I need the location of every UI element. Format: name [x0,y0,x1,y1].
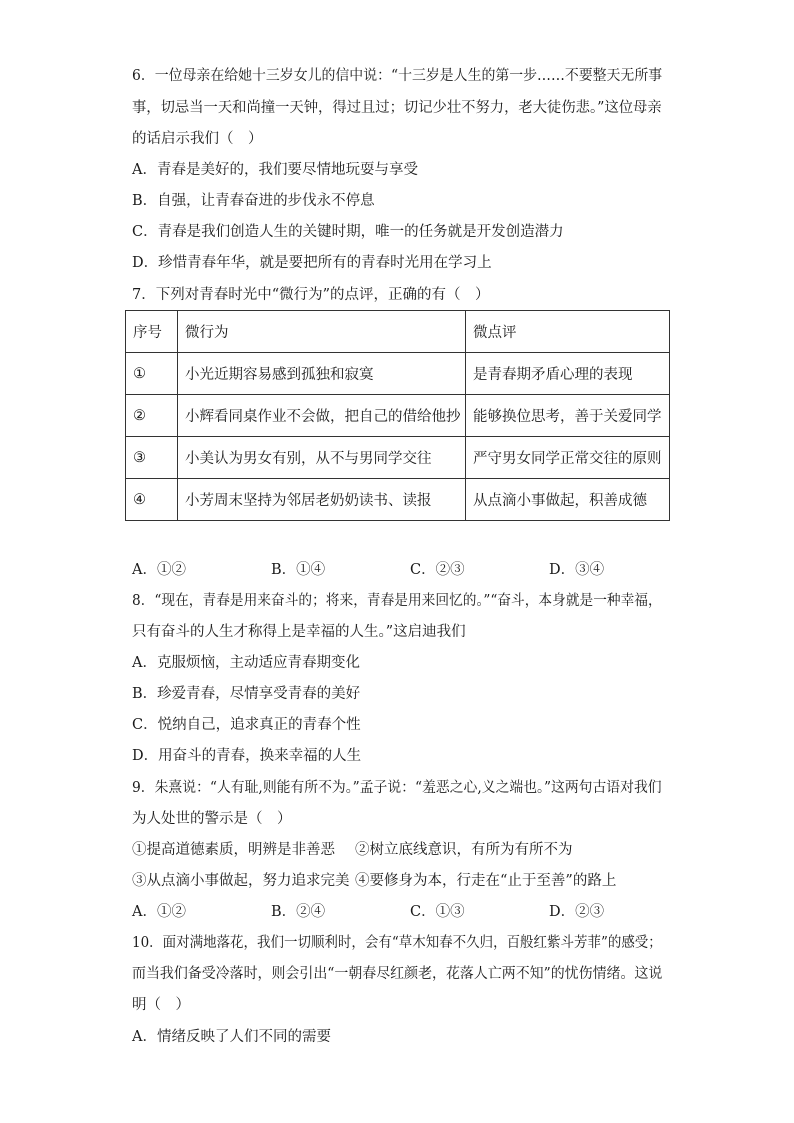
table-row [126,353,670,395]
row-comment: 从点滴小事做起，积善成德 [466,479,670,521]
row-comment: 是青春期矛盾心理的表现 [466,353,670,395]
q9-statements-row-1 [132,840,692,860]
q6-stem-line-1: 6．一位母亲在给她十三岁女儿的信中说：“十三岁是人生的第一步……不要整天无所事 [132,68,663,84]
q8-option-c: C．悦纳自己，追求真正的青春个性 [132,717,361,733]
row-index: ① [126,353,178,395]
q8-stem-line-1: 8．“现在，青春是用来奋斗的；将来，青春是用来回忆的。”“奋斗，本身就是一种幸福， [132,593,662,609]
row-comment: 能够换位思考，善于关爱同学 [466,395,670,437]
table-header-row [126,311,670,353]
q9-statement-4: ④要修身为本，行走在“止于至善”的路上 [355,873,617,889]
q7-table [125,310,670,521]
q9-statements-row-2 [132,871,692,891]
header-index: 序号 [126,311,178,353]
header-behavior: 微行为 [178,311,466,353]
q7-option-a: A．①② [132,562,186,578]
row-behavior: 小辉看同桌作业不会做，把自己的借给他抄 [178,395,466,437]
row-behavior: 小芳周末坚持为邻居老奶奶读书、读报 [178,479,466,521]
q10-stem-line-2: 而当我们备受冷落时，则会引出“一朝春尽红颜老，花落人亡两不知”的忧伤情绪。这说 [132,966,663,982]
q7-stem: 7．下列对青春时光中“微行为”的点评，正确的有（ ） [132,287,490,303]
q6-option-d: D．珍惜青春年华，就是要把所有的青春时光用在学习上 [132,255,492,271]
q9-option-c: C．①③ [410,904,465,920]
row-index: ② [126,395,178,437]
q6-stem-line-2: 事，切忌当一天和尚撞一天钟，得过且过；切记少壮不努力，老大徒伤悲。”这位母亲 [132,100,662,116]
q7-option-d: D．③④ [549,562,605,578]
table-row [126,395,670,437]
q9-option-d: D．②③ [549,904,605,920]
q9-option-a: A．①② [132,904,186,920]
q9-option-b: B．②④ [271,904,326,920]
q10-stem-line-3: 明（ ） [132,997,190,1013]
row-comment: 严守男女同学正常交往的原则 [466,437,670,479]
q6-stem-line-3: 的话启示我们（ ） [132,131,263,147]
row-behavior: 小光近期容易感到孤独和寂寞 [178,353,466,395]
q6-option-a: A．青春是美好的，我们要尽情地玩耍与享受 [132,162,418,178]
q7-option-c: C．②③ [410,562,465,578]
table-row [126,479,670,521]
header-comment: 微点评 [466,311,670,353]
q7-options [132,560,692,580]
q10-stem-line-1: 10．面对满地落花，我们一切顺利时，会有“草木知春不久归，百般红紫斗芳菲”的感受； [132,935,662,951]
q9-stem-line-1: 9．朱熹说：“人有耻,则能有所不为。”孟子说：“羞恶之心,义之端也。”这两句古语对我们 [132,780,662,796]
q9-stem-line-2: 为人处世的警示是（ ） [132,811,292,827]
q6-option-c: C．青春是我们创造人生的关键时期，唯一的任务就是开发创造潜力 [132,224,564,240]
table-row [126,437,670,479]
row-behavior: 小美认为男女有别，从不与男同学交往 [178,437,466,479]
row-index: ④ [126,479,178,521]
q9-statement-1: ①提高道德素质，明辨是非善恶 [132,842,335,858]
q9-statement-2: ②树立底线意识，有所为有所不为 [355,842,573,858]
q7-option-b: B．①④ [271,562,326,578]
q9-statement-3: ③从点滴小事做起，努力追求完美 [132,873,350,889]
q8-stem-line-2: 只有奋斗的人生才称得上是幸福的人生。”这启迪我们 [132,624,466,640]
q6-option-b: B．自强，让青春奋进的步伐永不停息 [132,193,375,209]
q10-option-a: A．情绪反映了人们不同的需要 [132,1029,331,1045]
q9-options [132,902,692,922]
q8-option-d: D．用奋斗的青春，换来幸福的人生 [132,748,362,764]
row-index: ③ [126,437,178,479]
q8-option-b: B．珍爱青春，尽情享受青春的美好 [132,686,361,702]
q8-option-a: A．克服烦恼，主动适应青春期变化 [132,655,360,671]
